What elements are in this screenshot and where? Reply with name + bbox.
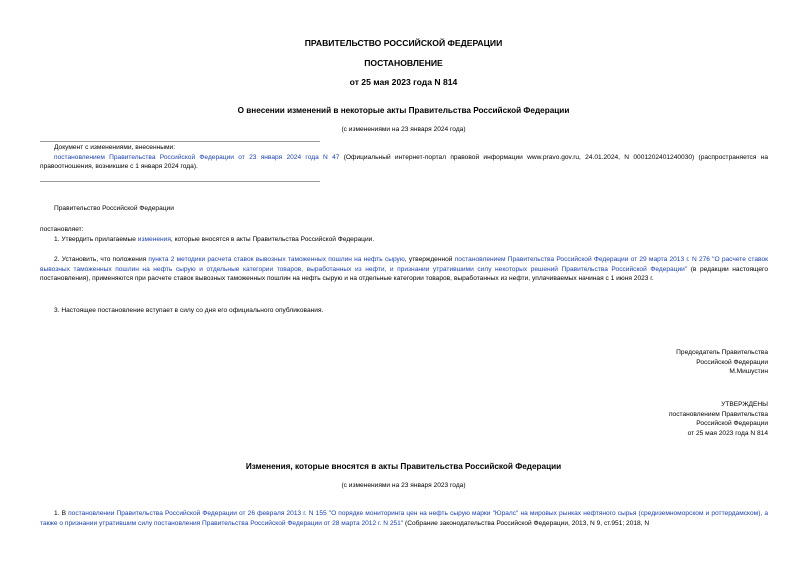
paragraph-1-text-b: , которые вносятся в акты Правительства Российской Федерации. <box>170 236 375 243</box>
approval-block <box>468 400 768 438</box>
approval-heading: УТВЕРЖДЕНЫ <box>721 401 768 408</box>
paragraph-2-text-c: (в редакции настоящего постановления), применяются при расчете ставок вывозных таможенных пошлин на нефть сырую и на отдельные категории товаров, выработанных из нефти, уплачиваемых начиная с 1 июня 2023 г. <box>40 265 768 283</box>
paragraph-2-text-a: 2. Установить, что положения <box>54 256 149 263</box>
document-type-heading: ПОСТАНОВЛЕНИЕ <box>364 58 443 68</box>
decree-155-link[interactable]: постановлении Правительства Российской Федерации от 26 февраля 2013 г. N 155 "О порядке мониторинга цен на нефть сырую марки "Юралс" на мировых рынках нефтяного сырья (средиземноморском и роттердамском), а также о признании утратившим силу постановления Правительства Российской Федерации от 28 марта 2012 г. N 251" <box>40 510 768 527</box>
annex-amendment-note: (с изменениями на 23 января 2023 года) <box>341 482 466 489</box>
methodology-link[interactable]: пункта 2 методики расчета ставок вывозных таможенных пошлин на нефть сырую <box>148 256 405 263</box>
annex-paragraph-1 <box>40 509 768 528</box>
paragraph-2 <box>40 255 768 284</box>
annex-paragraph-1-text-a: 1. В <box>54 510 69 517</box>
paragraph-1 <box>40 235 768 245</box>
changes-box-intro: Документ с изменениями, внесенными: <box>54 144 176 151</box>
government-heading: ПРАВИТЕЛЬСТВО РОССИЙСКОЙ ФЕДЕРАЦИИ <box>304 38 503 48</box>
changes-box-top-rule <box>40 141 320 142</box>
signature-name: М.Мишустин <box>729 368 768 376</box>
decree-276-link[interactable]: постановлением Правительства Российской Федерации от 29 марта 2013 г. N 276 "О расчете ставок вывозных таможенных пошлин на нефть сырую и отдельные категории товаров, выработанных из нефти, и признании утратившими силу некоторых решений Правительства Российской Федерации" <box>40 256 768 273</box>
signature-position: Председатель Правительства <box>676 349 768 356</box>
decrees-word: постановляет: <box>40 226 84 233</box>
changes-box-source: (Официальный интернет-портал правовой информации www.pravo.gov.ru, 24.01.2024, N 0001202401240030) (распространяется на правоотношения, возникшие с 1 января 2024 года). <box>40 153 768 171</box>
document-title: О внесении изменений в некоторые акты Правительства Российской Федерации <box>237 106 570 115</box>
changes-link-decree-47[interactable]: постановлением Правительства Российской Федерации от 23 января 2024 года N 47 <box>54 153 340 161</box>
signature-country: Российской Федерации <box>696 358 768 366</box>
amendment-note: (с изменениями на 23 января 2024 года) <box>341 126 466 133</box>
government-subject: Правительство Российской Федерации <box>54 205 174 212</box>
paragraph-2-text-b: , утвержденной <box>404 256 455 263</box>
annex-title: Изменения, которые вносятся в акты Правительства Российской Федерации <box>245 462 562 471</box>
paragraph-3: 3. Настоящее постановление вступает в силу со дня его официального опубликования. <box>54 307 324 314</box>
paragraph-1-text-a: 1. Утвердить прилагаемые <box>54 236 138 243</box>
approval-by: постановлением Правительства <box>668 410 768 418</box>
annex-paragraph-1-text-b: (Собрание законодательства Российской Федерации, 2013, N 9, ст.951; 2018, N <box>403 519 650 527</box>
approval-country: Российской Федерации <box>696 420 768 428</box>
changes-box <box>40 143 768 172</box>
signature-block <box>468 348 768 377</box>
document-date-number: от 25 мая 2023 года N 814 <box>349 77 458 87</box>
changes-box-bottom-rule <box>40 181 320 182</box>
approval-date: от 25 мая 2023 года N 814 <box>687 429 768 437</box>
changes-link[interactable]: изменения <box>137 236 171 243</box>
